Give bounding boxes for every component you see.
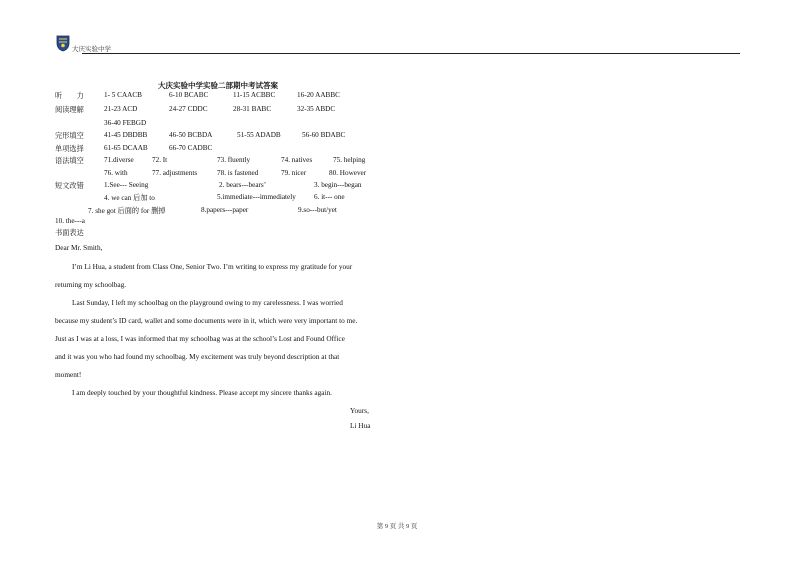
school-logo-icon: [54, 34, 72, 52]
answer-item: 80. However: [329, 169, 367, 177]
answer-item: 10. the---a: [55, 217, 85, 225]
page-number: 第 9 页 共 9 页: [376, 523, 418, 530]
letter-paragraph-line: I’m Li Hua, a student from Class One, Senior Two. I’m writing to express my gratitude for your: [72, 262, 353, 271]
answer-item: 71.diverse: [104, 156, 134, 164]
answer-item: 36-40 FEBGD: [104, 119, 147, 127]
section-label-listening: 听 力: [55, 92, 84, 100]
letter-paragraph-line: Just as I was at a loss, I was informed that my schoolbag was at the school’s Lost and Found Office: [55, 334, 345, 343]
header-rule: [82, 53, 740, 54]
letter-closing: Yours,: [350, 406, 369, 415]
answer-item: 3. begin---began: [314, 181, 362, 189]
answer-item: 74. natives: [281, 156, 313, 164]
answer-item: 1- 5 CAACB: [104, 91, 142, 99]
answer-item: 66-70 CADBC: [169, 144, 213, 152]
answer-item: 11-15 ACBBC: [233, 91, 276, 99]
letter-paragraph-line: returning my schoolbag.: [55, 280, 127, 289]
answer-item: 78. is fastened: [217, 169, 259, 177]
letter-paragraph-line: and it was you who had found my schoolbag. My excitement was truly beyond description at that: [55, 352, 340, 361]
letter-signature: Li Hua: [350, 421, 371, 430]
answer-item: 61-65 DCAAB: [104, 144, 148, 152]
answer-item: 79. nicer: [281, 169, 307, 177]
answer-item: 32-35 ABDC: [297, 105, 336, 113]
answer-item: 4. we can 后加 to: [104, 194, 155, 202]
answer-item: 6. it--- one: [314, 193, 345, 201]
page-header: [52, 38, 740, 54]
letter-paragraph-line: I am deeply touched by your thoughtful kindness. Please accept my sincere thanks again.: [72, 388, 332, 397]
answer-item: 21-23 ACD: [104, 105, 138, 113]
section-label-writing: 书面表达: [55, 229, 84, 237]
answer-item: 77. adjustments: [152, 169, 198, 177]
answer-item: 1.See--- Seeing: [104, 181, 149, 189]
letter-paragraph-line: moment!: [55, 370, 82, 379]
answer-item: 24-27 CDDC: [169, 105, 208, 113]
answer-item: 75. helping: [333, 156, 366, 164]
section-label-reading: 阅读理解: [55, 106, 84, 114]
answer-item: 56-60 BDABC: [302, 131, 346, 139]
answer-item: 9.so---but/yet: [298, 206, 337, 214]
answer-item: 76. with: [104, 169, 128, 177]
answer-item: 7. she got 后面的 for 删掉: [88, 207, 166, 215]
letter-paragraph-line: because my student’s ID card, wallet and some documents were in it, which were very important to me.: [55, 316, 358, 325]
answer-item: 73. fluently: [217, 156, 251, 164]
letter-paragraph-line: Last Sunday, I left my schoolbag on the playground owing to my carelessness. I was worried: [72, 298, 343, 307]
section-label-cloze: 完形填空: [55, 132, 84, 140]
letter-greeting: Dear Mr. Smith,: [55, 243, 103, 252]
answer-item: 5.immediate---immediately: [217, 193, 296, 201]
answer-item: 46-50 BCBDA: [169, 131, 213, 139]
school-name: 大庆实验中学: [72, 46, 111, 53]
answer-item: 51-55 ADADB: [237, 131, 281, 139]
page-title: 大庆实验中学实验二部期中考试答案: [158, 81, 278, 90]
answer-item: 16-20 AABBC: [297, 91, 340, 99]
answer-item: 2. bears---bears’: [219, 181, 267, 189]
section-label-single-choice: 单项选择: [55, 145, 84, 153]
answer-item: 8.papers---paper: [201, 206, 249, 214]
answer-item: 72. It: [152, 156, 168, 164]
answer-item: 6-10 BCABC: [169, 91, 209, 99]
answer-item: 41-45 DBDBB: [104, 131, 148, 139]
answer-item: 28-31 BABC: [233, 105, 272, 113]
section-label-grammar: 语法填空: [55, 157, 84, 165]
section-label-error-correction: 短文改错: [55, 182, 84, 190]
